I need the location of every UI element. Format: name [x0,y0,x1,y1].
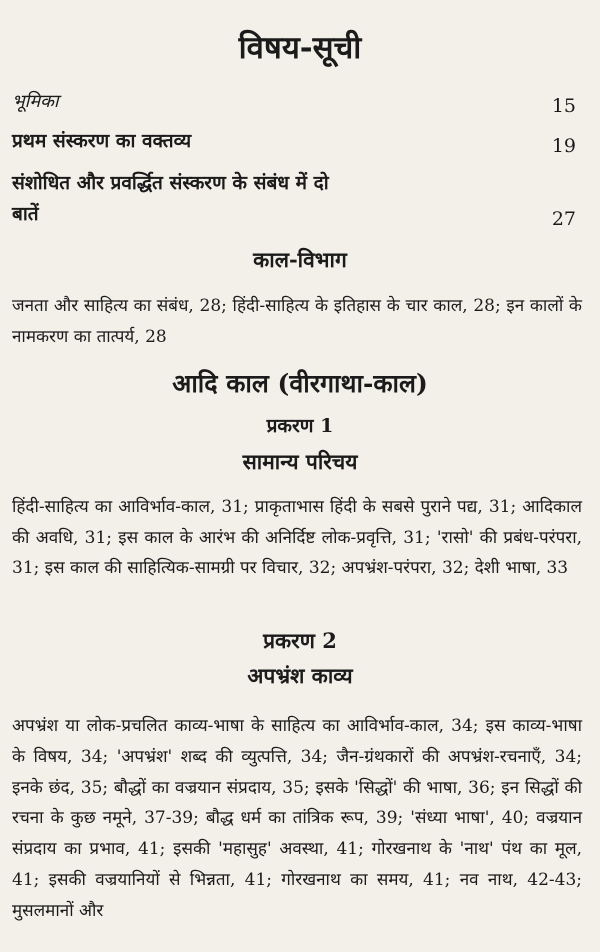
toc-entry-bhumika [12,86,576,117]
chapter-text: हिंदी-साहित्य का आविर्भाव-काल, 31; प्राकृताभास हिंदी के सबसे पुराने पद्य, 31; आदिकाल की अवधि, 31; इस काल के आरंभ की अनिर्दिष्ट लोक-प्रवृत्ति, 31; 'रासो' की प्रबंध-परंपरा, 31; इस काल की साहित्यिक-सामग्री पर विचार, 32; अपभ्रंश-परंपरा, 32; देशी भाषा, 33 [12,497,582,578]
chapter-label: प्रकरण 2 [263,628,337,653]
chapter-heading: अपभ्रंश काव्य [247,663,353,688]
toc-entry-label: भूमिका [12,91,59,112]
toc-entry-page: 15 [551,95,576,117]
toc-entry-label: संशोधित और प्रवर्द्धित संस्करण के संबंध में दो बातें [12,172,329,225]
part-heading: आदि काल (वीरगाथा-काल) [172,369,428,398]
page-title: विषय-सूची [238,30,362,66]
toc-entry-page: 27 [551,208,576,230]
section-text: जनता और साहित्य का संबंध, 28; हिंदी-साहित्य के इतिहास के चार काल, 28; इन कालों के नामकरण का तात्पर्य, 28 [12,296,582,347]
chapter-text: अपभ्रंश या लोक-प्रचलित काव्य-भाषा के साहित्य का आविर्भाव-काल, 34; इस काव्य-भाषा के विषय, 34; 'अपभ्रंश' शब्द की व्युत्पत्ति, 34; जैन-ग्रंथकारों की अपभ्रंश-रचनाएँ, 34; इनके छंद, 35; बौद्धों का वज्रयान संप्रदाय, 35; इसके 'सिद्धों' की भाषा, 36; इन सिद्धों की रचना के कुछ नमूने, 37-39; बौद्ध धर्म का तांत्रिक रूप, 39; 'संध्या भाषा', 40; वज्रयान संप्रदाय का प्रभाव, 41; इसकी 'महासुह' अवस्था, 41; गोरखनाथ के 'नाथ' पंथ का मूल, 41; इसकी वज्रयानियों से भिन्नता, 41; गोरखनाथ का समय, 41; नव नाथ, 42-43; मुसलमानों और [12,716,582,921]
toc-entry-sanshodhit [12,168,576,230]
toc-entry-page: 19 [551,135,576,157]
toc-entry-pratham [12,126,576,157]
toc-entry-label: प्रथम संस्करण का वक्तव्य [12,130,192,152]
section-heading: काल-विभाग [253,247,347,272]
chapter-heading: सामान्य परिचय [242,449,358,474]
chapter-label: प्रकरण 1 [266,415,334,437]
